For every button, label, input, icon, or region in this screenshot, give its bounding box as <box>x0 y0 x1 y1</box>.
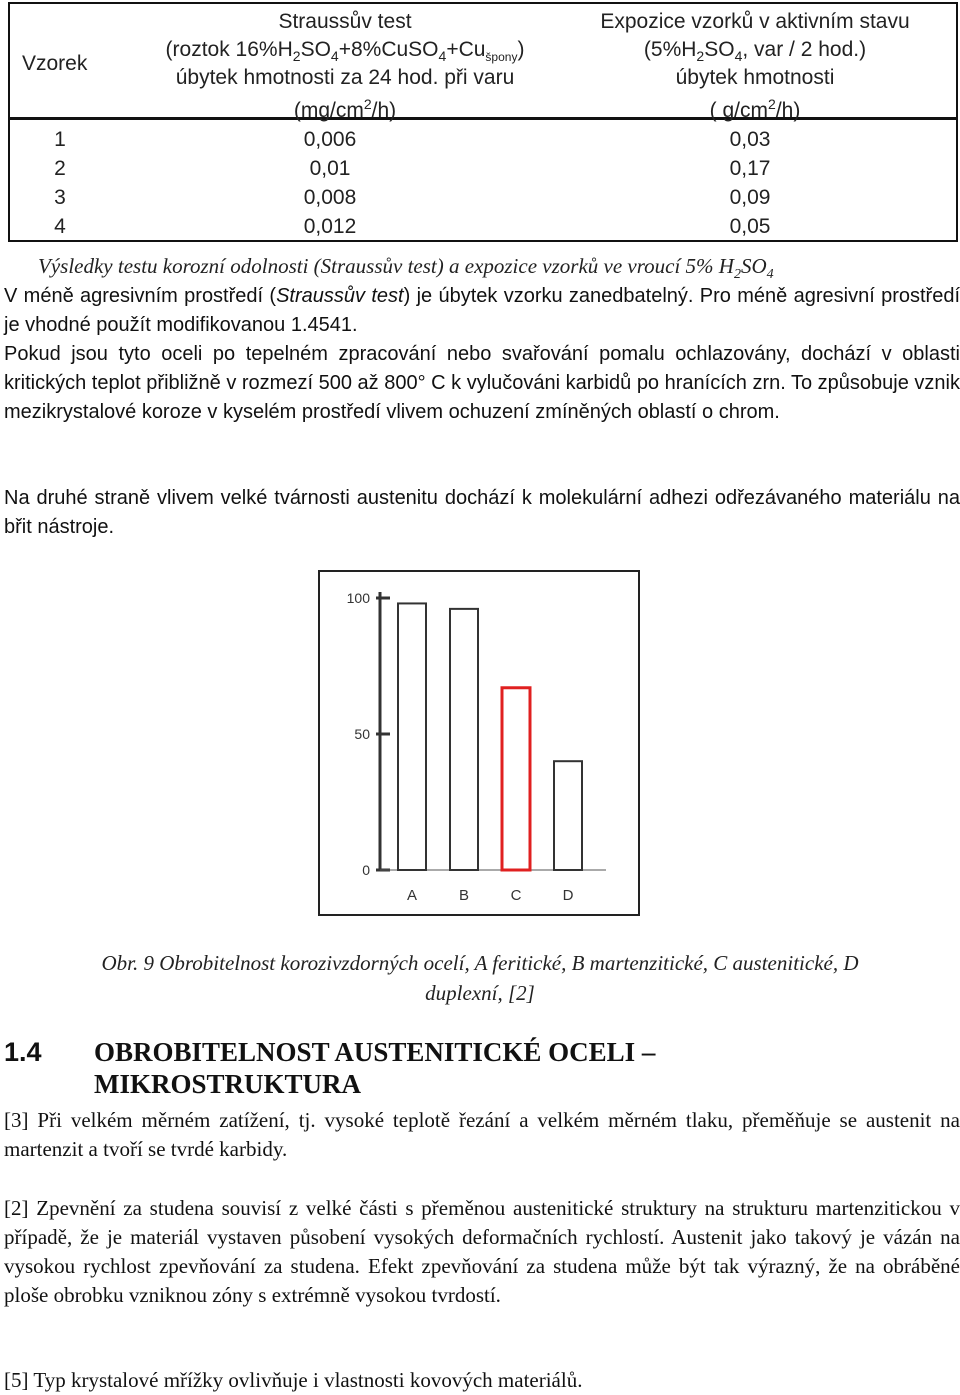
header-exposure-line1: Expozice vzorků v aktivním stavu <box>600 10 910 33</box>
table-cell-sample: 4 <box>54 215 66 238</box>
x-tick-label: C <box>510 887 522 904</box>
header-strauss-line3: úbytek hmotnosti za 24 hod. při varu <box>175 66 515 89</box>
header-exposure-line2: ($5\%H_2SO_4$, var / 2 hod.) <box>643 38 867 65</box>
figure-caption-line2: duplexní, [2] <box>425 981 535 1005</box>
table-cell-sample: 2 <box>54 157 66 180</box>
header-exposure-line3: úbytek hmotnosti <box>675 66 835 89</box>
header-sample: Vzorek <box>22 52 88 75</box>
chart-bar <box>398 603 426 870</box>
table-cell-strauss: 0,01 <box>309 157 351 180</box>
y-tick-label: 50 <box>354 726 370 742</box>
section-title-line1: OBROBITELNOST AUSTENITICKÉ OCELI – <box>94 1037 656 1067</box>
x-tick-label: A <box>406 887 418 904</box>
paragraph-cold-hardening: [2] Zpevnění za studena souvisí z velké části s přeměnou austenitické struktury na strukturu martenzitickou v případě, že je materiál vystaven působení vysokých deformačních rychlostí. Austenit jako takový je vázán na vysokou rychlost zpevňování za studena. Efekt zpevňování za studena může být tak výrazný, že na obráběné ploše obrobku vzniknou zóny s extrémně vysokou tvrdostí. <box>4 1196 960 1307</box>
header-strauss-line2: (roztok $16\%H_2SO_4+8\%CuSO_4+Cu_{špony}$) <box>165 38 525 65</box>
figure-caption-line1: Obr. 9 Obrobitelnost korozivzdorných ocelí, A feritické, B martenzitické, C austenitické, D <box>101 951 859 975</box>
paragraph-intro: V méně agresivním prostředí (Straussův test) je úbytek vzorku zanedbatelný. Pro méně agresivní prostředí je vhodné použít modifikovanou 1.4541. <box>4 285 960 336</box>
table-cell-strauss: 0,006 <box>303 128 357 151</box>
paragraph-adhesion: Na druhé straně vlivem velké tvárnosti austenitu dochází k molekulární adhezi odřezávaného materiálu na břit nástroje. <box>4 487 960 538</box>
x-tick-label: B <box>458 887 470 904</box>
chart-bar <box>554 761 582 870</box>
section-title-line2: MIKROSTRUKTURA <box>94 1069 362 1099</box>
table-cell-strauss: 0,008 <box>303 186 357 209</box>
table-cell-exposure: 0,03 <box>729 128 771 151</box>
paragraph-lattice: [5] Typ krystalové mřížky ovlivňuje i vlastnosti kovových materiálů. <box>4 1368 583 1392</box>
header-strauss-line4: $(mg/cm^2/h)$ <box>293 96 397 122</box>
table-cell-exposure: 0,09 <box>729 186 771 209</box>
chart-bar <box>502 688 530 870</box>
paragraph-martensite: [3] Při velkém měrném zatížení, tj. vysoké teplotě řezání a velkém měrném tlaku, přeměňuje se austenit na martenzit a tvoří se tvrdé karbidy. <box>4 1108 960 1161</box>
y-tick-label: 0 <box>362 862 370 878</box>
header-exposure-line4: ( $g/cm^2/h$) <box>709 96 801 122</box>
table-cell-strauss: 0,012 <box>303 215 357 238</box>
table-cell-sample: 1 <box>54 128 66 151</box>
machinability-chart <box>318 570 640 918</box>
y-tick-label: 100 <box>346 590 370 606</box>
header-strauss-line1: Straussův test <box>278 10 412 33</box>
chart-bar <box>450 609 478 870</box>
section-number: 1.4 <box>4 1037 42 1067</box>
paragraph-carbides: Pokud jsou tyto oceli po tepelném zpracování nebo svařování pomalu ochlazovány, dochází v oblasti kritických teplot přibližně v rozmezí 500 až 800° C k vylučováni karbidů po hranících zrn. To způsobuje vznik mezikrystalové koroze v kyselém prostředí vlivem ochuzení zmíněných oblastí o chrom. <box>4 343 960 423</box>
table-cell-sample: 3 <box>54 186 66 209</box>
table-caption: Výsledky testu korozní odolnosti (Straussův test) a expozice vzorků ve vroucí 5% $H_2SO_4$ <box>38 254 774 283</box>
x-tick-label: D <box>562 887 574 904</box>
table-cell-exposure: 0,05 <box>729 215 771 238</box>
table-cell-exposure: 0,17 <box>729 157 771 180</box>
